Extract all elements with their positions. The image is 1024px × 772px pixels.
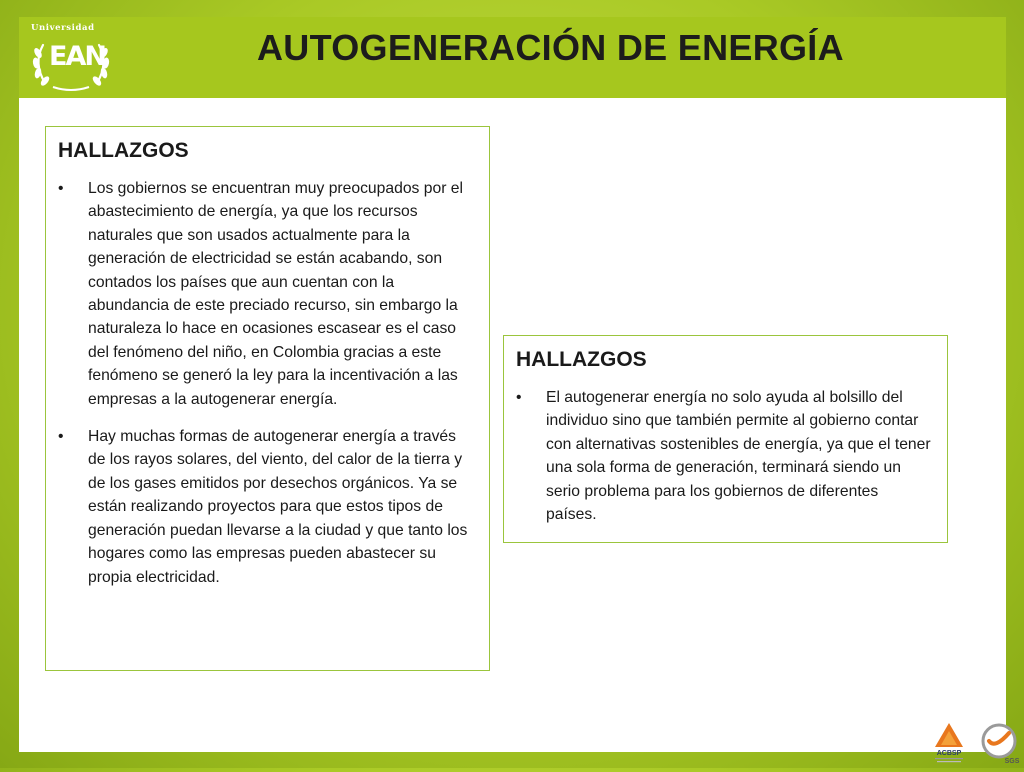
list-item-text: El autogenerar energía no solo ayuda al bolsillo del individuo sino que también permite al gobierno contar con alternativas sostenibles de energía, ya que el tener una sola forma de generación, terminará siendo un serio problema para los gobiernos de diferentes países. [546, 389, 931, 524]
sgs-certification-logo [983, 725, 1020, 765]
acbsp-logo [935, 723, 963, 762]
logo-universidad-text: Universidad [31, 23, 95, 33]
findings-heading: HALLAZGOS [58, 139, 189, 162]
findings-heading: HALLAZGOS [516, 348, 647, 371]
bullet-icon: • [516, 389, 522, 406]
list-item-text: Los gobiernos se encuentran muy preocupados por el abastecimiento de energía, ya que los recursos naturales que son usados actualmente para la generación de electricidad se están acabando, son contados los países que aun cuentan con la abundancia de este preciado recurso, sin embargo la naturaleza lo hace en ocasiones escasear es el caso del fenómeno del niño, en Colombia gracias a este fenómeno se generó la ley para la incentivación a las empresas a la autogenerar energía. [88, 180, 463, 408]
bullet-icon: • [58, 428, 64, 446]
logo-ean-text: EAN [49, 41, 105, 72]
list-item-text: Hay muchas formas de autogenerar energía a través de los rayos solares, del viento, del calor de la tierra y de los gases emitidos por desechos orgánicos. Ya se están realizando proyectos para que estos tipos de generación puedan llevarse a la ciudad y que tanto los hogares como las empresas pueden abastecer su propia electricidad. [88, 428, 468, 586]
list-item [58, 425, 475, 589]
findings-list [516, 386, 933, 526]
findings-box-left [45, 126, 490, 671]
university-logo [25, 19, 117, 95]
findings-list [58, 177, 475, 589]
svg-text:SGS: SGS [1004, 758, 1020, 765]
list-item [516, 386, 933, 526]
svg-text:ACBSP: ACBSP [936, 750, 962, 757]
accreditation-badges [929, 721, 1024, 767]
page-title: AUTOGENERACIÓN DE ENERGÍA [257, 27, 844, 68]
bullet-icon: • [58, 180, 64, 197]
header-bar [19, 17, 1006, 98]
list-item [58, 177, 475, 411]
findings-box-right [503, 335, 948, 543]
